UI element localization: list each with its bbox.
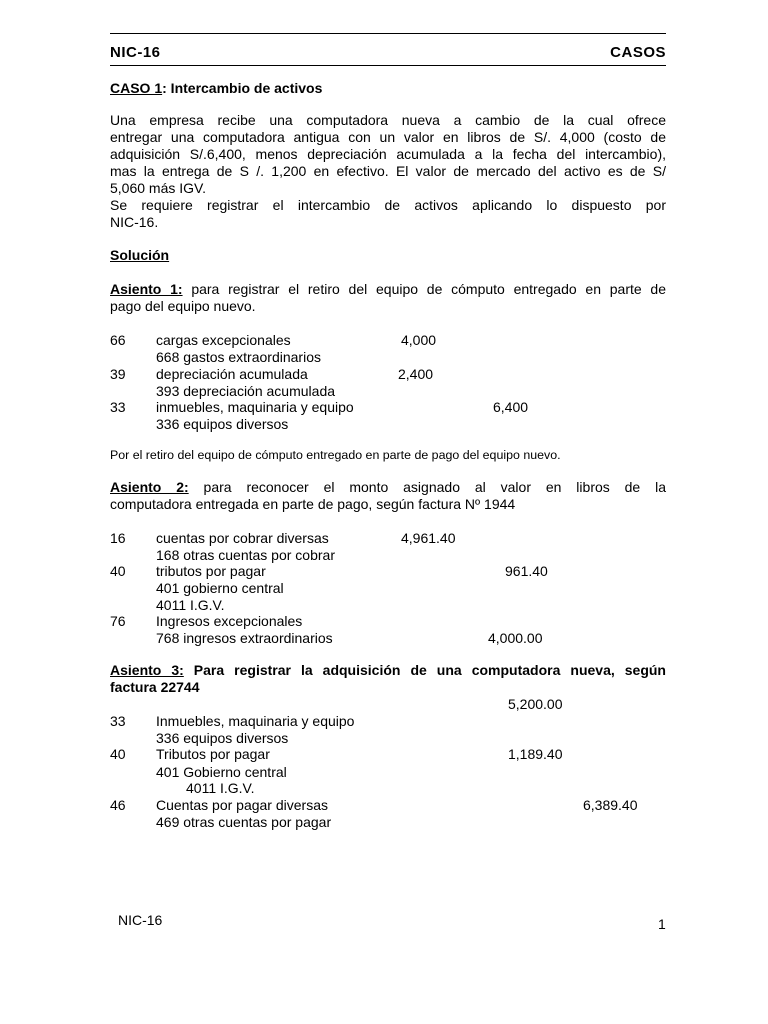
entry1-line-text: para registrar el retiro del equipo de cómputo entregado en parte de [182, 281, 666, 297]
entry1-code: 39 [110, 366, 126, 382]
entry2-credit: 961.40 [505, 563, 548, 579]
case-title [110, 80, 322, 97]
entry2-code: 40 [110, 563, 126, 579]
entry2-line-text: para reconocer el monto asignado al valor en libros de la [188, 479, 666, 495]
entry2-account: tributos por pagar [156, 563, 266, 579]
entry2-account: Ingresos excepcionales [156, 613, 303, 629]
entry3-amount: 1,189.40 [508, 746, 563, 762]
entry2-account: cuentas por cobrar diversas [156, 530, 329, 546]
header-bottom-rule [110, 65, 666, 66]
entry1-debit: 2,400 [398, 366, 434, 382]
entry3-code: 40 [110, 746, 126, 762]
entry1-debit: 4,000 [401, 332, 437, 348]
entry3-line [110, 662, 666, 679]
entry2-label: Asiento 2: [110, 479, 189, 495]
case-title-text: : Intercambio de activos [162, 80, 323, 96]
case-description [110, 112, 666, 231]
entry1-gloss: Por el retiro del equipo de cómputo entregado en parte de pago del equipo nuevo. [110, 448, 561, 462]
case-line: Se requiere registrar el intercambio de activos aplicando lo dispuesto por [110, 197, 666, 213]
entry1-line [110, 281, 666, 298]
case-line: entregar una computadora antigua con un valor en libros de S/. 4,000 (costo de [110, 129, 666, 145]
entry1-description [110, 281, 666, 315]
case-line: mas la entrega de S /. 1,200 en efectivo. El valor de mercado del activo es de S/ [110, 163, 666, 179]
case-line: Una empresa recibe una computadora nueva a cambio de la cual ofrece [110, 112, 666, 128]
entry3-subaccount: 469 otras cuentas por pagar [156, 814, 332, 830]
header-right: CASOS [610, 44, 666, 61]
entry1-account: cargas excepcionales [156, 332, 291, 348]
header-top-rule [110, 33, 666, 34]
entry3-label: Asiento 3: [110, 662, 184, 678]
entry2-subaccount: 4011 I.G.V. [156, 597, 225, 613]
footer-left: NIC-16 [118, 912, 163, 928]
entry2-description [110, 479, 666, 513]
entry3-line: factura 22744 [110, 679, 200, 695]
entry3-code: 46 [110, 797, 126, 813]
entry1-code: 66 [110, 332, 126, 348]
entry3-amount: 5,200.00 [508, 696, 563, 712]
entry2-subaccount: 168 otras cuentas por cobrar [156, 547, 335, 563]
entry1-line: pago del equipo nuevo. [110, 298, 256, 314]
header-left: NIC-16 [110, 44, 161, 61]
entry3-description [110, 662, 666, 696]
entry1-account: inmuebles, maquinaria y equipo [156, 399, 354, 415]
entry2-credit: 4,000.00 [488, 630, 543, 646]
entry1-subaccount: 336 equipos diversos [156, 416, 289, 432]
entry2-subaccount: 401 gobierno central [156, 580, 284, 596]
entry3-code: 33 [110, 713, 126, 729]
entry2-subaccount: 768 ingresos extraordinarios [156, 630, 333, 646]
entry1-subaccount: 393 depreciación acumulada [156, 383, 336, 399]
entry2-code: 76 [110, 613, 126, 629]
entry3-subaccount: 336 equipos diversos [156, 730, 289, 746]
entry1-label: Asiento 1: [110, 281, 183, 297]
case-line: 5,060 más IGV. [110, 180, 206, 196]
entry2-line: computadora entregada en parte de pago, según factura Nº 1944 [110, 496, 516, 512]
entry1-code: 33 [110, 399, 126, 415]
entry3-line-text: Para registrar la adquisición de una computadora nueva, según [183, 662, 666, 678]
entry3-amount: 6,389.40 [583, 797, 638, 813]
entry3-account: Cuentas por pagar diversas [156, 797, 328, 813]
entry3-subaccount: 401 Gobierno central [156, 764, 287, 780]
page-number: 1 [658, 916, 666, 932]
entry1-account: depreciación acumulada [156, 366, 308, 382]
entry2-debit: 4,961.40 [401, 530, 456, 546]
entry3-subaccount: 4011 I.G.V. [186, 780, 255, 796]
case-label: CASO 1 [110, 80, 163, 96]
entry1-credit: 6,400 [493, 399, 529, 415]
case-line: NIC-16. [110, 214, 159, 230]
solution-heading: Solución [110, 247, 170, 263]
entry3-account: Inmuebles, maquinaria y equipo [156, 713, 355, 729]
case-line: adquisición S/.6,400, menos depreciación acumulada a la fecha del intercambio), [110, 146, 666, 162]
entry2-code: 16 [110, 530, 126, 546]
entry1-subaccount: 668 gastos extraordinarios [156, 349, 321, 365]
entry2-line [110, 479, 666, 496]
entry3-account: Tributos por pagar [156, 746, 270, 762]
